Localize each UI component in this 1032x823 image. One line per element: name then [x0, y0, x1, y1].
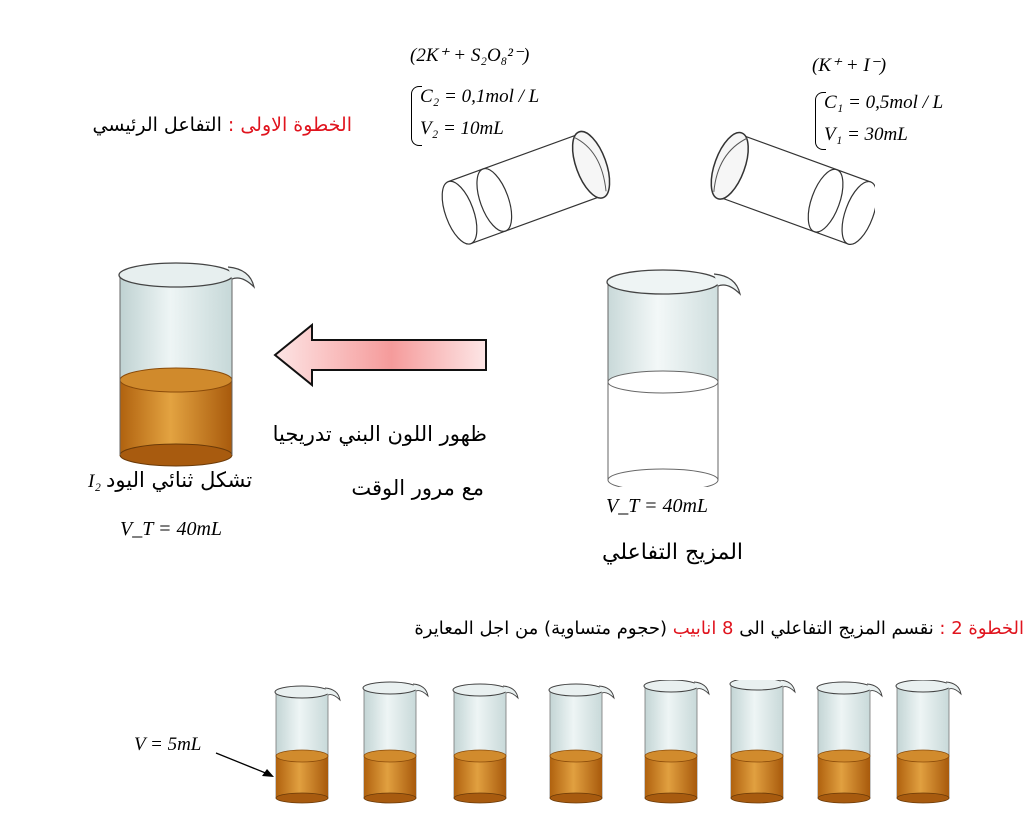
step2-label: الخطوة 2	[951, 618, 1024, 639]
reagent2-concentration: C₂ = 0,1mol / L	[420, 86, 540, 107]
mixture-beaker	[596, 262, 746, 487]
reagent2-formula: (2K⁺ + S₂O₈²⁻)	[410, 45, 530, 66]
sample-beaker-5	[644, 680, 709, 803]
step2-tubes: 8 انابيب	[672, 618, 734, 639]
reaction-arrow	[272, 322, 490, 388]
reagent2-tilted-tube	[440, 125, 620, 250]
product-formula: I₂	[88, 471, 101, 492]
step2-text-part2: (حجوم متساوية) من اجل المعايرة	[414, 618, 667, 639]
reagent1-formula: (K⁺ + I⁻)	[812, 55, 887, 76]
step2-text-part1: نقسم المزيج التفاعلي الى	[739, 618, 934, 639]
observation-line2: مع مرور الوقت	[351, 476, 484, 500]
reagent2-volume: V₂ = 10mL	[420, 118, 504, 139]
reagent1-concentration: C₁ = 0,5mol / L	[824, 92, 944, 113]
product-volume: V_T = 40mL	[120, 518, 223, 540]
reagent1-tilted-tube	[700, 125, 875, 250]
sample-beaker-6	[730, 680, 795, 803]
sample-beaker-1	[275, 686, 340, 803]
sample-beaker-7	[817, 682, 882, 803]
step1-separator: :	[221, 114, 241, 136]
sample-beaker-2	[363, 682, 428, 803]
sample-beaker-3	[453, 684, 518, 803]
step2-separator: :	[933, 618, 952, 639]
sample-volume-label: V = 5mL	[134, 734, 202, 755]
sample-beakers	[0, 680, 1032, 823]
product-label-row	[88, 468, 252, 493]
mixture-label: المزيج التفاعلي	[602, 540, 744, 565]
product-label: تشكل ثنائي اليود	[106, 468, 253, 492]
iodine-beaker	[108, 255, 258, 470]
observation-line1: ظهور اللون البني تدريجيا	[272, 422, 487, 446]
step2-heading	[414, 618, 1024, 639]
reagent1-volume: V₁ = 30mL	[824, 124, 908, 145]
step1-heading	[93, 114, 352, 136]
sample-beaker-8	[896, 680, 961, 803]
step1-label: الخطوة الاولى	[240, 114, 352, 136]
mixture-volume: V_T = 40mL	[606, 495, 709, 517]
step1-text: التفاعل الرئيسي	[92, 114, 222, 136]
sample-beaker-4	[549, 684, 614, 803]
